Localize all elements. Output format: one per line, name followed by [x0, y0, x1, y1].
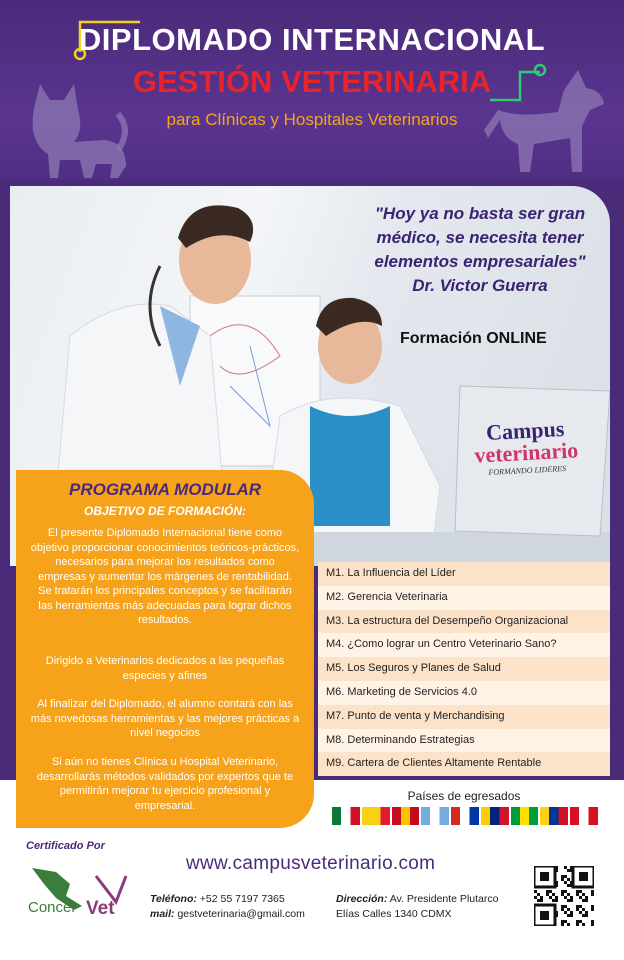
quote-line3: elementos empresariales" [374, 252, 586, 271]
mail-label: mail: [150, 908, 175, 920]
country-flag [362, 807, 390, 825]
concervet-logo [26, 862, 136, 922]
logo-name-a: Concer [28, 899, 77, 916]
quote-author: Dr. Victor Guerra [412, 276, 548, 295]
module-item: M6. Marketing de Servicios 4.0 [318, 681, 610, 705]
logo-name-b: Vet [86, 898, 115, 919]
country-flag [540, 807, 568, 825]
module-item: M4. ¿Como lograr un Centro Veterinario Sano? [318, 633, 610, 657]
module-item: M8. Determinando Estrategias [318, 729, 610, 753]
programa-title: PROGRAMA MODULAR [68, 480, 262, 499]
country-flag [451, 807, 479, 825]
objetivo-paragraph-3: Al finalizar del Diplomado, el alumno contará con las más novedosas herramientas y las mejores prácticas a nivel negocios [30, 698, 300, 739]
address-block [336, 892, 498, 922]
country-flag [481, 807, 509, 825]
direccion-line2: Elías Calles 1340 CDMX [336, 908, 452, 920]
campus-logo-line1: Campus [485, 415, 565, 446]
country-flag [511, 807, 539, 825]
direccion-label: Dirección: [336, 893, 388, 905]
module-item: M9. Cartera de Clientes Altamente Rentable [318, 752, 610, 776]
country-flag [332, 807, 360, 825]
paises-label: Países de egresados [407, 789, 521, 803]
quote-line2: médico, se necesita tener [376, 228, 584, 247]
module-item: M3. La estructura del Desempeño Organizacional [318, 610, 610, 634]
module-item: M5. Los Seguros y Planes de Salud [318, 657, 610, 681]
module-item: M7. Punto de venta y Merchandising [318, 705, 610, 729]
title-line1: DIPLOMADO INTERNACIONAL [78, 22, 546, 57]
country-flag [392, 807, 420, 825]
formacion-online: Formación ONLINE [400, 330, 547, 347]
quote-block [350, 202, 610, 298]
contact-block [150, 892, 305, 922]
module-item: M2. Gerencia Veterinaria [318, 586, 610, 610]
mail-value[interactable]: gestveterinaria@gmail.com [177, 908, 305, 920]
subtitle: para Clínicas y Hospitales Veterinarios [166, 110, 458, 129]
title-line2: GESTIÓN VETERINARIA [132, 64, 492, 99]
campus-logo-line2: veterinario [473, 437, 579, 468]
objetivo-paragraph-1: El presente Diplomado Internacional tiene como objetivo proporcionar conocimientos teóricos-prácticos, necesarios para mejorar los resultados como empresas y aumentar los márgenes de rentabilidad. Se tratarán los principales conceptos y se facilitarán las herramientas más adecuadas para lograr dichos resultados. [30, 527, 300, 626]
quote-line1: "Hoy ya no basta ser gran [374, 204, 586, 223]
modules-list [318, 562, 610, 776]
campus-veterinario-logo [465, 415, 588, 478]
qr-code-icon [534, 866, 594, 926]
objetivo-label: OBJETIVO DE FORMACIÓN: [83, 504, 246, 518]
module-item: M1. La Influencia del Líder [318, 562, 610, 586]
direccion-line1: Av. Presidente Plutarco [389, 893, 499, 905]
country-flag [421, 807, 449, 825]
objetivo-paragraph-4: Si aún no tienes Clínica u Hospital Veterinario, desarrollarás métodos validados por expertos que te permitirán mejorar tu ejercicio profesional y empresarial. [36, 756, 294, 812]
certificado-label: Certificado Por [26, 840, 105, 852]
country-flag [570, 807, 598, 825]
flags-row [332, 807, 600, 825]
campus-logo-tagline: FORMANDO LIDERES [488, 463, 567, 477]
objetivo-paragraph-2: Dirigido a Veterinarios dedicados a las pequeñas especies y afines [45, 655, 285, 682]
website-link[interactable]: www.campusveterinario.com [186, 853, 436, 874]
telefono-value[interactable]: +52 55 7197 7365 [199, 893, 285, 905]
telefono-label: Teléfono: [150, 893, 197, 905]
